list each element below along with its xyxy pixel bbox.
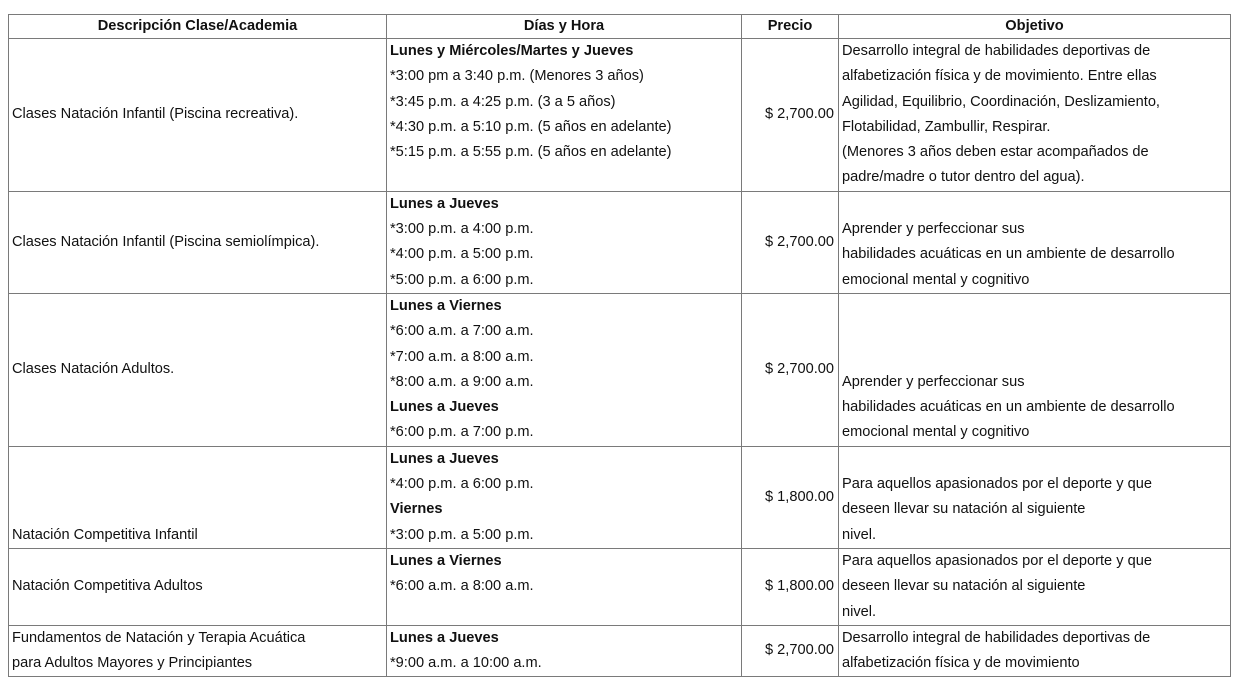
class-schedule bbox=[387, 625, 742, 677]
class-price: $ 1,800.00 bbox=[742, 548, 839, 625]
table-row bbox=[9, 191, 1231, 293]
class-objective-line: Desarrollo integral de habilidades deportivas de bbox=[842, 43, 1151, 59]
class-schedule-line: *8:00 a.m. a 9:00 a.m. bbox=[390, 373, 534, 390]
class-schedule-line: *3:00 p.m. a 5:00 p.m. bbox=[390, 526, 534, 543]
class-description bbox=[9, 625, 387, 677]
class-objective bbox=[839, 446, 1231, 548]
class-description bbox=[9, 191, 387, 293]
class-price: $ 2,700.00 bbox=[742, 293, 839, 446]
header-price: Precio bbox=[742, 15, 839, 39]
class-schedule bbox=[387, 548, 742, 625]
table-body bbox=[9, 39, 1231, 677]
class-description-line: Clases Natación Adultos. bbox=[12, 361, 175, 378]
table-row bbox=[9, 293, 1231, 446]
class-schedule-line: *5:15 p.m. a 5:55 p.m. (5 años en adelante) bbox=[390, 144, 672, 161]
table-row bbox=[9, 625, 1231, 677]
class-schedule bbox=[387, 191, 742, 293]
class-schedule-line: *3:00 p.m. a 4:00 p.m. bbox=[390, 221, 534, 238]
header-objective: Objetivo bbox=[839, 15, 1231, 39]
class-schedule-line: *6:00 p.m. a 7:00 p.m. bbox=[390, 424, 534, 441]
class-description bbox=[9, 39, 387, 192]
class-schedule-line: Lunes a Jueves bbox=[390, 450, 499, 467]
class-objective bbox=[839, 625, 1231, 677]
class-objective bbox=[839, 191, 1231, 293]
class-objective-line: emocional mental y cognitivo bbox=[842, 424, 1030, 441]
table-row bbox=[9, 39, 1231, 192]
class-schedule-line: *3:00 pm a 3:40 p.m. (Menores 3 años) bbox=[390, 68, 644, 85]
class-description bbox=[9, 446, 387, 548]
class-objective-line: padre/madre o tutor dentro del agua). bbox=[842, 169, 1085, 186]
class-schedule-line: *4:00 p.m. a 6:00 p.m. bbox=[390, 476, 534, 493]
class-schedule bbox=[387, 293, 742, 446]
class-objective-line: alfabetización física y de movimiento bbox=[842, 655, 1080, 672]
header-days-hours: Días y Hora bbox=[387, 15, 742, 39]
class-schedule-line: Lunes y Miércoles/Martes y Jueves bbox=[390, 43, 634, 59]
class-schedule-line: Viernes bbox=[390, 501, 443, 518]
class-schedule bbox=[387, 446, 742, 548]
class-objective-line: Aprender y perfeccionar sus bbox=[842, 373, 1025, 390]
class-schedule-line: Lunes a Jueves bbox=[390, 629, 499, 646]
class-schedule-line: Lunes a Jueves bbox=[390, 195, 499, 212]
class-objective-line: Agilidad, Equilibrio, Coordinación, Deslizamiento, bbox=[842, 93, 1160, 110]
class-price: $ 2,700.00 bbox=[742, 625, 839, 677]
class-schedule bbox=[387, 39, 742, 192]
class-price: $ 2,700.00 bbox=[742, 191, 839, 293]
class-objective-line: emocional mental y cognitivo bbox=[842, 271, 1030, 288]
class-objective-line: Para aquellos apasionados por el deporte y que bbox=[842, 476, 1152, 493]
class-objective-line: Aprender y perfeccionar sus bbox=[842, 221, 1025, 238]
class-schedule-line: *3:45 p.m. a 4:25 p.m. (3 a 5 años) bbox=[390, 93, 616, 110]
class-objective-line: habilidades acuáticas en un ambiente de desarrollo bbox=[842, 246, 1175, 263]
header-row bbox=[9, 15, 1231, 39]
class-price: $ 1,800.00 bbox=[742, 446, 839, 548]
class-objective bbox=[839, 293, 1231, 446]
class-description-line: Clases Natación Infantil (Piscina recreativa). bbox=[12, 106, 299, 123]
class-schedule-line: *6:00 a.m. a 7:00 a.m. bbox=[390, 323, 534, 340]
class-price: $ 2,700.00 bbox=[742, 39, 839, 192]
class-objective bbox=[839, 39, 1231, 192]
class-schedule-line: *7:00 a.m. a 8:00 a.m. bbox=[390, 348, 534, 365]
class-schedule-line: *5:00 p.m. a 6:00 p.m. bbox=[390, 271, 534, 288]
class-objective-line: alfabetización física y de movimiento. Entre ellas bbox=[842, 68, 1157, 85]
class-objective-line: Desarrollo integral de habilidades deportivas de bbox=[842, 629, 1151, 646]
class-description-line: Natación Competitiva Infantil bbox=[12, 526, 198, 543]
class-objective-line: nivel. bbox=[842, 526, 877, 543]
class-objective-line: deseen llevar su natación al siguiente bbox=[842, 578, 1086, 595]
class-schedule-line: *6:00 a.m. a 8:00 a.m. bbox=[390, 578, 534, 595]
table-row bbox=[9, 446, 1231, 548]
class-objective bbox=[839, 548, 1231, 625]
class-objective-line: nivel. bbox=[842, 603, 877, 620]
class-objective-line: (Menores 3 años deben estar acompañados de bbox=[842, 144, 1149, 161]
class-description-line: Natación Competitiva Adultos bbox=[12, 578, 203, 595]
class-schedule-line: Lunes a Viernes bbox=[390, 297, 502, 314]
class-description-line: Fundamentos de Natación y Terapia Acuática bbox=[12, 629, 306, 646]
class-description-line: Clases Natación Infantil (Piscina semiolímpica). bbox=[12, 233, 320, 250]
classes-table bbox=[8, 14, 1231, 677]
class-objective-line: Flotabilidad, Zambullir, Respirar. bbox=[842, 118, 1051, 135]
class-objective-line: deseen llevar su natación al siguiente bbox=[842, 501, 1086, 518]
class-schedule-line: *9:00 a.m. a 10:00 a.m. bbox=[390, 655, 542, 672]
class-schedule-line: Lunes a Jueves bbox=[390, 399, 499, 416]
class-schedule-line: *4:30 p.m. a 5:10 p.m. (5 años en adelante) bbox=[390, 118, 672, 135]
header-description: Descripción Clase/Academia bbox=[9, 15, 387, 39]
class-description-line: para Adultos Mayores y Principiantes bbox=[12, 655, 253, 672]
class-schedule-line: Lunes a Viernes bbox=[390, 552, 502, 569]
class-description bbox=[9, 293, 387, 446]
class-objective-line: Para aquellos apasionados por el deporte y que bbox=[842, 552, 1152, 569]
class-objective-line: habilidades acuáticas en un ambiente de desarrollo bbox=[842, 399, 1175, 416]
class-description bbox=[9, 548, 387, 625]
class-schedule-line: *4:00 p.m. a 5:00 p.m. bbox=[390, 246, 534, 263]
table-row bbox=[9, 548, 1231, 625]
